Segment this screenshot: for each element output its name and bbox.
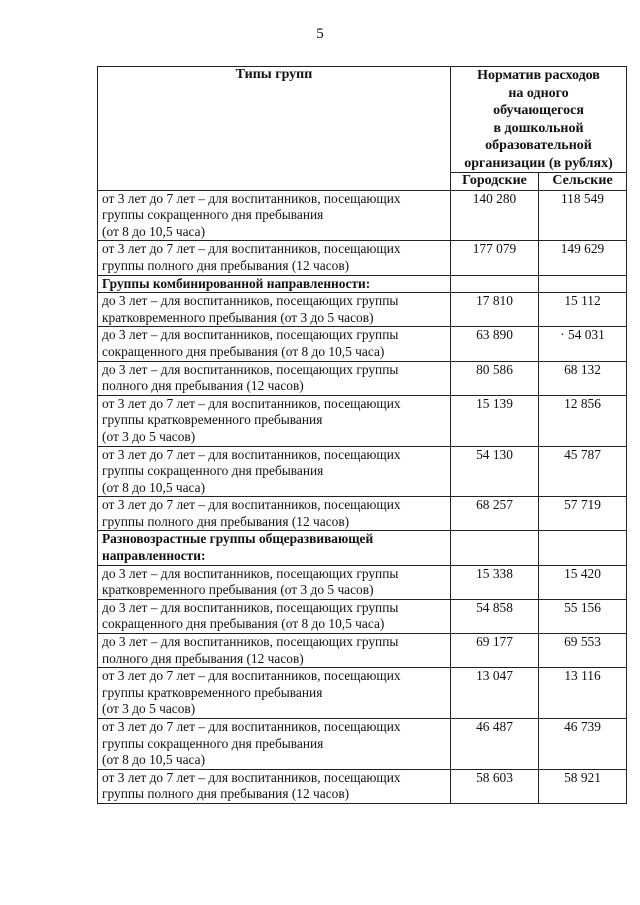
table-row: [98, 327, 627, 361]
rural-value-cell: 15 420: [539, 565, 627, 599]
header-norm-line: образовательной: [485, 138, 592, 153]
urban-value-cell: 140 280: [451, 190, 539, 241]
cell-line: сокращенного дня пребывания (от 8 до 10,5 часа): [102, 616, 385, 632]
table-row: [98, 190, 627, 241]
cell-line: до 3 лет – для воспитанников, посещающих группы: [102, 293, 399, 309]
table-row: [98, 395, 627, 446]
group-type-cell: [98, 634, 451, 668]
cell-line: Группы комбинированной направленности:: [102, 275, 371, 291]
header-norm-line: Норматив расходов: [477, 68, 600, 83]
rural-value-cell: 57 719: [539, 497, 627, 531]
cell-line: (от 8 до 10,5 часа): [102, 479, 206, 495]
cell-line: группы сокращенного дня пребывания: [102, 463, 324, 479]
table-row: [98, 719, 627, 770]
group-type-cell: [98, 565, 451, 599]
urban-value-cell: 54 858: [451, 599, 539, 633]
header-norm-line: организации (в рублях): [464, 155, 613, 171]
section-title: [98, 531, 451, 565]
group-type-cell: [98, 497, 451, 531]
table-row: [98, 668, 627, 719]
cell-line: кратковременного пребывания (от 3 до 5 часов): [102, 309, 374, 325]
cell-line: от 3 лет до 7 лет – для воспитанников, посещающих: [102, 241, 401, 257]
cell-line: от 3 лет до 7 лет – для воспитанников, посещающих: [102, 497, 401, 513]
group-type-cell: [98, 769, 451, 803]
cell-line: группы полного дня пребывания (12 часов): [102, 513, 350, 529]
cell-line: до 3 лет – для воспитанников, посещающих группы: [102, 361, 399, 377]
cell-line: полного дня пребывания (12 часов): [102, 378, 304, 394]
table-row: [98, 293, 627, 327]
cell-line: группы кратковременного пребывания: [102, 412, 323, 428]
rural-value-cell: · 54 031: [539, 327, 627, 361]
urban-value-cell: 15 139: [451, 395, 539, 446]
cell-line: группы сокращенного дня пребывания: [102, 207, 324, 223]
group-type-cell: [98, 446, 451, 497]
urban-value-cell: 54 130: [451, 446, 539, 497]
cell-line: направленности:: [102, 548, 206, 564]
urban-value-cell: [451, 531, 539, 565]
rural-value-cell: [539, 531, 627, 565]
table-row: [98, 497, 627, 531]
rural-value-cell: 15 112: [539, 293, 627, 327]
table-header-row: [98, 67, 627, 173]
section-row: [98, 531, 627, 565]
header-norm-line: в дошкольной: [493, 120, 584, 136]
rural-value-cell: 46 739: [539, 719, 627, 770]
header-urban: Городские: [451, 173, 539, 191]
rural-value-cell: 58 921: [539, 769, 627, 803]
group-type-cell: [98, 190, 451, 241]
cell-line: группы сокращенного дня пребывания: [102, 735, 324, 751]
cell-line: до 3 лет – для воспитанников, посещающих группы: [102, 634, 399, 650]
table-row: [98, 769, 627, 803]
group-type-cell: [98, 599, 451, 633]
header-rural: Сельские: [539, 173, 627, 191]
cell-line: от 3 лет до 7 лет – для воспитанников, посещающих: [102, 395, 401, 411]
group-type-cell: [98, 719, 451, 770]
cell-line: группы кратковременного пребывания: [102, 684, 323, 700]
table-row: [98, 565, 627, 599]
rural-value-cell: 13 116: [539, 668, 627, 719]
rural-value-cell: 12 856: [539, 395, 627, 446]
group-type-cell: [98, 241, 451, 275]
table-row: [98, 634, 627, 668]
urban-value-cell: 58 603: [451, 769, 539, 803]
table-row: [98, 446, 627, 497]
header-norm-line: на одного: [508, 85, 569, 101]
table-row: [98, 241, 627, 275]
rural-value-cell: [539, 275, 627, 293]
section-title: [98, 275, 451, 293]
group-type-cell: [98, 327, 451, 361]
header-norm: [451, 67, 627, 173]
group-type-cell: [98, 361, 451, 395]
rural-value-cell: 118 549: [539, 190, 627, 241]
rural-value-cell: 69 553: [539, 634, 627, 668]
cell-line: до 3 лет – для воспитанников, посещающих группы: [102, 327, 399, 343]
cell-line: кратковременного пребывания (от 3 до 5 часов): [102, 582, 374, 598]
urban-value-cell: 68 257: [451, 497, 539, 531]
norm-table: [97, 66, 627, 804]
urban-value-cell: 13 047: [451, 668, 539, 719]
urban-value-cell: 80 586: [451, 361, 539, 395]
cell-line: до 3 лет – для воспитанников, посещающих группы: [102, 599, 399, 615]
cell-line: от 3 лет до 7 лет – для воспитанников, посещающих: [102, 190, 401, 206]
group-type-cell: [98, 668, 451, 719]
cell-line: до 3 лет – для воспитанников, посещающих группы: [102, 565, 399, 581]
cell-line: сокращенного дня пребывания (от 8 до 10,5 часа): [102, 343, 385, 359]
cell-line: (от 3 до 5 часов): [102, 428, 196, 444]
rural-value-cell: 68 132: [539, 361, 627, 395]
rural-value-cell: 149 629: [539, 241, 627, 275]
rural-value-cell: 55 156: [539, 599, 627, 633]
cell-line: Разновозрастные группы общеразвивающей: [102, 531, 374, 547]
group-type-cell: [98, 293, 451, 327]
urban-value-cell: 177 079: [451, 241, 539, 275]
cell-line: (от 3 до 5 часов): [102, 701, 196, 717]
page-number: 5: [316, 26, 324, 42]
table-body: [98, 190, 627, 803]
cell-line: группы полного дня пребывания (12 часов): [102, 786, 350, 802]
cell-line: от 3 лет до 7 лет – для воспитанников, посещающих: [102, 719, 401, 734]
cell-line: от 3 лет до 7 лет – для воспитанников, посещающих: [102, 668, 401, 684]
cell-line: (от 8 до 10,5 часа): [102, 223, 206, 239]
urban-value-cell: 17 810: [451, 293, 539, 327]
urban-value-cell: [451, 275, 539, 293]
section-row: [98, 275, 627, 293]
cell-line: группы полного дня пребывания (12 часов): [102, 257, 350, 273]
cell-line: от 3 лет до 7 лет – для воспитанников, посещающих: [102, 769, 401, 785]
cell-line: полного дня пребывания (12 часов): [102, 650, 304, 666]
group-type-cell: [98, 395, 451, 446]
urban-value-cell: 69 177: [451, 634, 539, 668]
header-norm-line: обучающегося: [493, 103, 584, 118]
rural-value-cell: 45 787: [539, 446, 627, 497]
table-row: [98, 599, 627, 633]
table-row: [98, 361, 627, 395]
urban-value-cell: 63 890: [451, 327, 539, 361]
cell-line: от 3 лет до 7 лет – для воспитанников, посещающих: [102, 446, 401, 462]
cell-line: (от 8 до 10,5 часа): [102, 752, 206, 768]
urban-value-cell: 15 338: [451, 565, 539, 599]
urban-value-cell: 46 487: [451, 719, 539, 770]
header-types: Типы групп: [98, 67, 451, 191]
